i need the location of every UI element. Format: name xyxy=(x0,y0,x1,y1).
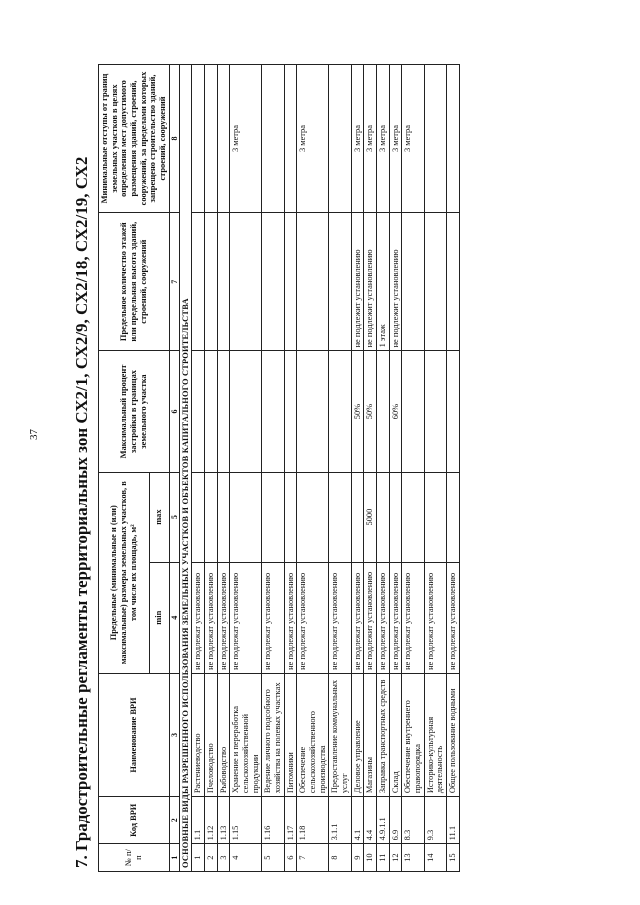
row-name: Магазины xyxy=(364,673,377,796)
row-percent xyxy=(284,351,297,472)
table-row xyxy=(389,65,402,872)
row-name: Обеспечение внутреннего правопорядка xyxy=(402,673,424,796)
row-name: Склад xyxy=(389,673,402,796)
section-row xyxy=(179,65,192,872)
row-percent xyxy=(297,351,329,472)
regulations-table xyxy=(98,64,460,872)
row-percent: 50% xyxy=(364,351,377,472)
row-name: Предоставление коммунальных услуг xyxy=(329,673,351,796)
section-heading: ОСНОВНЫЕ ВИДЫ РАЗРЕШЕННОГО ИСПОЛЬЗОВАНИЯ ЗЕМЕЛЬНЫХ УЧАСТКОВ И ОБЪЕКТОВ КАПИТАЛЬНОГО СТРОИТЕЛЬСТВА xyxy=(179,65,192,872)
row-max-size xyxy=(262,472,284,562)
row-number: 13 xyxy=(402,844,424,872)
row-floors xyxy=(402,213,424,351)
table-row xyxy=(205,65,218,872)
row-percent: 50% xyxy=(351,351,364,472)
row-min-size: не подлежат установлению xyxy=(329,562,351,673)
col-index: 5 xyxy=(169,472,179,562)
row-max-size xyxy=(329,472,351,562)
row-percent xyxy=(329,351,351,472)
header-percent: Максимальный процент застройки в границах земельного участка xyxy=(99,351,170,472)
row-max-size: 5000 xyxy=(364,472,377,562)
row-setback: 3 метра xyxy=(364,65,377,213)
column-index-row xyxy=(169,65,179,872)
row-number: 10 xyxy=(364,844,377,872)
row-code: 1.15 xyxy=(230,797,262,844)
row-number: 3 xyxy=(217,844,230,872)
row-name: Пчеловодство xyxy=(205,673,218,796)
row-number: 8 xyxy=(329,844,351,872)
row-code: 1.12 xyxy=(205,797,218,844)
row-number: 2 xyxy=(205,844,218,872)
row-setback: 3 метра xyxy=(376,65,389,213)
row-percent xyxy=(192,351,205,472)
row-number: 15 xyxy=(446,844,459,872)
row-name: Питомники xyxy=(284,673,297,796)
table-row xyxy=(230,65,262,872)
row-code: 1.18 xyxy=(297,797,329,844)
row-percent xyxy=(205,351,218,472)
col-index: 6 xyxy=(169,351,179,472)
row-setback xyxy=(262,65,284,213)
table-row xyxy=(446,65,459,872)
row-number: 6 xyxy=(284,844,297,872)
row-floors xyxy=(230,213,262,351)
row-min-size: не подлежат установлению xyxy=(284,562,297,673)
table-row xyxy=(424,65,446,872)
row-setback xyxy=(329,65,351,213)
row-max-size xyxy=(217,472,230,562)
row-min-size: не подлежат установлению xyxy=(217,562,230,673)
row-number: 11 xyxy=(376,844,389,872)
row-percent: 60% xyxy=(389,351,402,472)
row-name: Историко-культурная деятельность xyxy=(424,673,446,796)
row-floors xyxy=(217,213,230,351)
row-name: Деловое управление xyxy=(351,673,364,796)
row-floors xyxy=(205,213,218,351)
row-floors xyxy=(192,213,205,351)
row-floors: не подлежит установлению xyxy=(351,213,364,351)
row-percent xyxy=(262,351,284,472)
document-title: 7. Градостроительные регламенты территориальных зон СХ2/1, СХ2/9, СХ2/18, СХ2/19, СХ2 xyxy=(72,156,91,868)
row-floors xyxy=(424,213,446,351)
row-floors xyxy=(446,213,459,351)
row-floors: не подлежит установлению xyxy=(389,213,402,351)
row-min-size: не подлежат установлению xyxy=(192,562,205,673)
row-max-size xyxy=(389,472,402,562)
table-row xyxy=(192,65,205,872)
header-floors: Предельное количество этажей или предельная высота зданий, строений, сооружений xyxy=(99,213,170,351)
col-index: 4 xyxy=(169,562,179,673)
row-max-size xyxy=(424,472,446,562)
row-code: 6.9 xyxy=(389,797,402,844)
row-floors: 1 этаж xyxy=(376,213,389,351)
row-setback xyxy=(284,65,297,213)
row-code: 3.1.1 xyxy=(329,797,351,844)
row-setback: 3 метра xyxy=(230,65,262,213)
table-row xyxy=(297,65,329,872)
header-setback: Минимальные отступы от границ земельных участков в целях определения мест допустимого размещения зданий, строений, сооружений, за пределами которых запрещено строительство зданий, строений, сооружений xyxy=(99,65,170,213)
row-percent xyxy=(402,351,424,472)
row-min-size: не подлежат установлению xyxy=(230,562,262,673)
row-max-size xyxy=(205,472,218,562)
row-name: Общее пользование водными xyxy=(446,673,459,796)
table-row xyxy=(351,65,364,872)
table-row xyxy=(402,65,424,872)
row-max-size xyxy=(192,472,205,562)
row-floors: не подлежит установлению xyxy=(364,213,377,351)
row-max-size xyxy=(376,472,389,562)
row-code: 1.13 xyxy=(217,797,230,844)
row-percent xyxy=(446,351,459,472)
table-row xyxy=(329,65,351,872)
row-setback xyxy=(446,65,459,213)
col-index: 1 xyxy=(169,844,179,872)
header-max: max xyxy=(149,472,169,562)
header-min: min xyxy=(149,562,169,673)
row-min-size: не подлежат установлению xyxy=(351,562,364,673)
row-code: 8.3 xyxy=(402,797,424,844)
row-floors xyxy=(262,213,284,351)
row-percent xyxy=(376,351,389,472)
row-code: 4.4 xyxy=(364,797,377,844)
col-index: 7 xyxy=(169,213,179,351)
table-row xyxy=(262,65,284,872)
header-no: № п/п xyxy=(99,844,170,872)
row-setback xyxy=(424,65,446,213)
row-min-size: не подлежат установлению xyxy=(297,562,329,673)
header-name: Наименование ВРИ xyxy=(99,673,170,796)
row-min-size: не подлежат установлению xyxy=(262,562,284,673)
row-code: 1.1 xyxy=(192,797,205,844)
row-floors xyxy=(329,213,351,351)
col-index: 8 xyxy=(169,65,179,213)
row-min-size: не подлежат установлению xyxy=(376,562,389,673)
rotated-document-sheet xyxy=(72,57,592,872)
row-percent xyxy=(217,351,230,472)
row-min-size: не подлежат установлению xyxy=(402,562,424,673)
row-max-size xyxy=(351,472,364,562)
row-name: Растениеводство xyxy=(192,673,205,796)
row-floors xyxy=(297,213,329,351)
row-setback xyxy=(192,65,205,213)
row-code: 11.1 xyxy=(446,797,459,844)
row-name: Ведение личного подсобного хозяйства на полевых участках xyxy=(262,673,284,796)
row-code: 1.17 xyxy=(284,797,297,844)
table-row xyxy=(284,65,297,872)
table-row xyxy=(364,65,377,872)
header-code: Код ВРИ xyxy=(99,797,170,844)
row-setback: 3 метра xyxy=(297,65,329,213)
row-code: 9.3 xyxy=(424,797,446,844)
page-number: 37 xyxy=(28,429,40,440)
row-min-size: не подлежат установлению xyxy=(446,562,459,673)
row-max-size xyxy=(230,472,262,562)
col-index: 3 xyxy=(169,673,179,796)
row-percent xyxy=(424,351,446,472)
row-number: 5 xyxy=(262,844,284,872)
row-code: 4.9.1.1 xyxy=(376,797,389,844)
row-min-size: не подлежат установлению xyxy=(424,562,446,673)
row-max-size xyxy=(402,472,424,562)
row-min-size: не подлежат установлению xyxy=(389,562,402,673)
header-size: Предельные (минимальные и (или) максимальные) размеры земельных участков, в том числе их площадь, м² xyxy=(99,472,150,673)
row-max-size xyxy=(297,472,329,562)
row-setback: 3 метра xyxy=(402,65,424,213)
row-number: 4 xyxy=(230,844,262,872)
row-min-size: не подлежит установлению xyxy=(364,562,377,673)
row-min-size: не подлежат установлению xyxy=(205,562,218,673)
row-max-size xyxy=(284,472,297,562)
row-name: Заправка транспортных средств xyxy=(376,673,389,796)
table-row xyxy=(217,65,230,872)
row-name: Хранение и переработка сельскохозяйственной продукции xyxy=(230,673,262,796)
row-setback xyxy=(217,65,230,213)
row-number: 9 xyxy=(351,844,364,872)
row-setback: 3 метра xyxy=(389,65,402,213)
row-code: 4.1 xyxy=(351,797,364,844)
table-row xyxy=(376,65,389,872)
row-number: 1 xyxy=(192,844,205,872)
row-number: 14 xyxy=(424,844,446,872)
col-index: 2 xyxy=(169,797,179,844)
row-code: 1.16 xyxy=(262,797,284,844)
row-number: 12 xyxy=(389,844,402,872)
row-floors xyxy=(284,213,297,351)
row-setback: 3 метра xyxy=(351,65,364,213)
row-setback xyxy=(205,65,218,213)
row-name: Рыбоводство xyxy=(217,673,230,796)
row-percent xyxy=(230,351,262,472)
row-number: 7 xyxy=(297,844,329,872)
row-max-size xyxy=(446,472,459,562)
row-name: Обеспечение сельскохозяйственного производства xyxy=(297,673,329,796)
